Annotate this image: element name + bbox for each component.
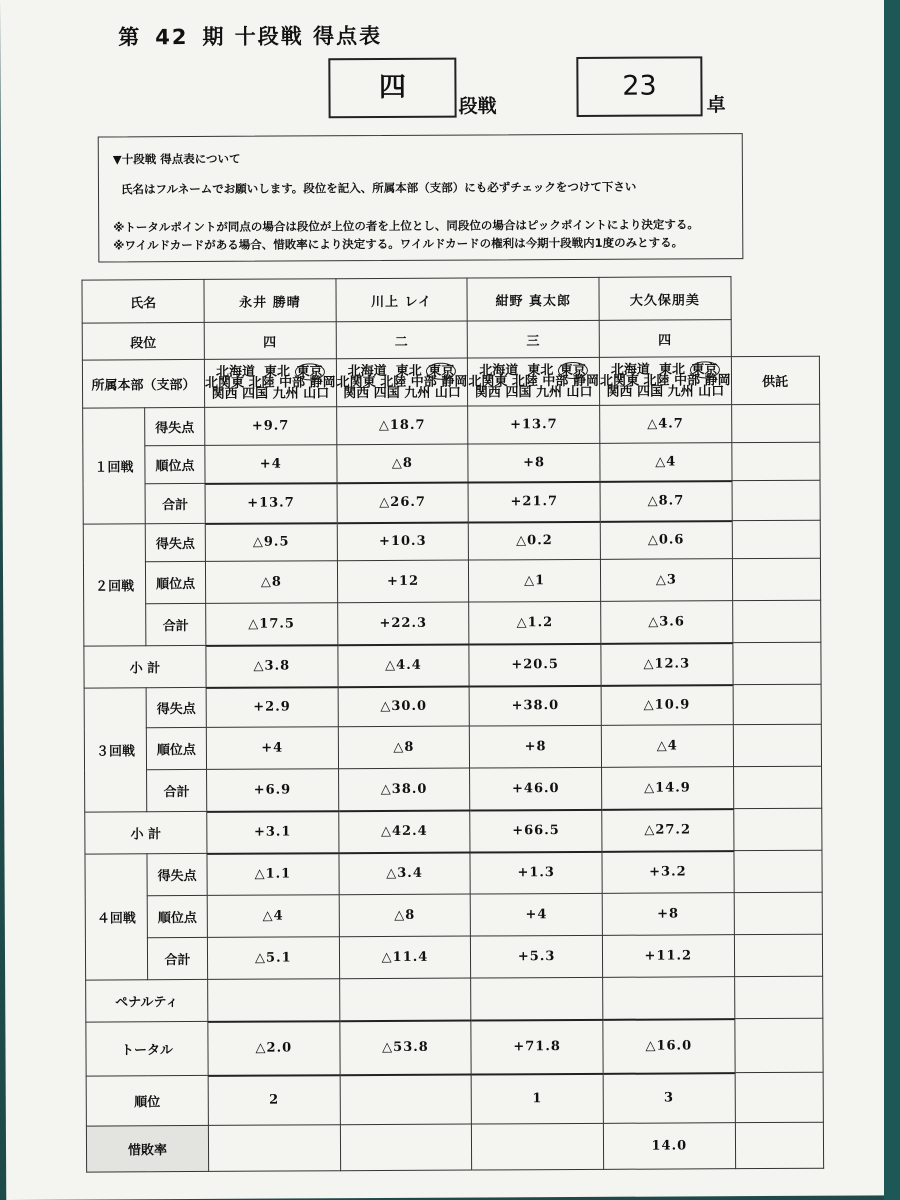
p4-penalty — [603, 977, 735, 1020]
p2-r4-score: △3.4 — [339, 852, 471, 895]
p2-subtotal-3: △42.4 — [338, 810, 470, 853]
p1-grand-total: △2.0 — [208, 1021, 340, 1076]
round2-place-row — [83, 558, 820, 604]
player-3-branch-checklist — [468, 357, 600, 406]
p1-r1-total: +13.7 — [205, 483, 337, 524]
grand-total-row — [86, 1018, 823, 1076]
rank-label: 段位 — [82, 322, 204, 360]
round1-total-row — [83, 480, 820, 524]
branch-option-selected: 東京 — [295, 363, 325, 380]
player-3-name: 紺野 真太郎 — [467, 277, 599, 321]
branch-option: 中部 — [674, 373, 701, 389]
deposit-cell — [733, 684, 821, 724]
deposit-cell — [734, 850, 822, 892]
round2-score-row — [83, 520, 820, 562]
rank-row — [82, 319, 819, 360]
p1-r1-score: +9.7 — [205, 407, 337, 446]
p4-r1-total: △8.7 — [600, 481, 732, 522]
branch-option: 北関東 — [468, 374, 508, 390]
player-3-rank: 三 — [467, 320, 599, 358]
player-2-rank: 二 — [336, 321, 468, 359]
p2-sekihai — [340, 1124, 472, 1171]
deposit-cell — [731, 442, 819, 480]
branch-option: 関西 — [343, 386, 370, 402]
branch-option: 北関東 — [599, 373, 640, 389]
p3-subtotal-2: +20.5 — [469, 643, 601, 686]
placement-label: 順位点 — [146, 727, 206, 769]
branch-option: 関西 — [474, 385, 501, 401]
p3-sekihai — [472, 1123, 604, 1170]
branch-row — [82, 356, 819, 408]
p3-position: 1 — [471, 1073, 603, 1124]
sheet-title — [118, 20, 382, 51]
branch-option: 静岡 — [441, 374, 468, 390]
notice-heading: ▼十段戦 得点表について — [112, 151, 241, 167]
name-row — [82, 276, 819, 323]
branch-option: 中部 — [410, 374, 437, 390]
branch-option: 九州 — [404, 385, 431, 401]
branch-option: 北関東 — [336, 375, 376, 391]
player-2-name: 川上 レイ — [336, 278, 468, 322]
deposit-cell — [732, 558, 820, 600]
p1-r3-total: +6.9 — [207, 769, 339, 812]
p1-r2-place: △8 — [205, 561, 337, 604]
branch-option: 山口 — [566, 384, 593, 401]
total-label: 合計 — [147, 937, 207, 979]
notice-line-1: 氏名はフルネームでお願いします。段位を記入、所属本部（支部）にも必ずチェックをつけて下さい — [120, 179, 637, 197]
p1-r1-place: +4 — [205, 445, 337, 484]
branch-option: 東北 — [658, 362, 686, 378]
dan-value-box: 四 — [328, 58, 456, 119]
p3-r1-place: +8 — [468, 443, 600, 482]
branch-option: 山口 — [698, 384, 725, 400]
round3-total-row — [85, 766, 822, 812]
deposit-cell — [731, 404, 819, 442]
deposit-cell — [732, 520, 820, 558]
penalty-label: ペナルティ — [86, 979, 208, 1022]
subtotal-3-row — [85, 808, 822, 854]
p1-r3-place: +4 — [206, 727, 338, 770]
p2-r3-score: △30.0 — [338, 686, 470, 727]
branch-option: 北海道 — [479, 363, 519, 379]
player-2-branch-checklist — [336, 358, 468, 407]
player-4-rank: 四 — [599, 320, 731, 358]
subtotal-label: 小 計 — [85, 811, 207, 854]
score-label: 得失点 — [146, 687, 206, 727]
placement-label: 順位点 — [147, 895, 207, 937]
p3-r2-place: △1 — [469, 559, 601, 602]
p4-r4-place: +8 — [602, 893, 734, 936]
total-label: 合計 — [146, 603, 206, 645]
round1-score-row — [83, 404, 820, 446]
p3-r4-place: +4 — [471, 893, 603, 936]
deposit-cell — [733, 808, 821, 850]
branch-option: 北陸 — [643, 373, 670, 389]
p2-grand-total: △53.8 — [340, 1020, 472, 1075]
penalty-row — [86, 976, 823, 1022]
p4-grand-total: △16.0 — [603, 1019, 735, 1074]
p1-r4-total: △5.1 — [207, 937, 339, 980]
table-number-box: 23 — [576, 56, 702, 117]
deposit-cell — [733, 724, 821, 766]
p4-subtotal-2: △12.3 — [601, 643, 733, 686]
branch-option: 静岡 — [704, 373, 731, 389]
p4-r2-score: △0.6 — [600, 521, 732, 560]
p1-sekihai — [208, 1125, 340, 1172]
total-label: 合計 — [147, 769, 207, 811]
table-label: 卓 — [706, 94, 726, 117]
branch-option: 山口 — [303, 386, 330, 402]
branch-option-selected: 東京 — [558, 362, 588, 379]
p1-r2-total: △17.5 — [206, 603, 338, 646]
p4-r3-place: △4 — [601, 725, 733, 768]
player-4-branch-checklist — [599, 357, 731, 406]
branch-option: 九州 — [667, 384, 694, 400]
p1-subtotal-3: +3.1 — [207, 811, 339, 854]
p2-r4-total: △11.4 — [339, 936, 471, 979]
p1-subtotal-2: △3.8 — [206, 645, 338, 688]
p3-r4-total: +5.3 — [471, 935, 603, 978]
sekihai-label: 惜敗率 — [86, 1125, 208, 1172]
branch-option: 静岡 — [572, 373, 600, 390]
branch-option: 四国 — [373, 385, 400, 402]
p2-r2-score: +10.3 — [337, 522, 469, 561]
dan-label: 段戦 — [458, 95, 497, 118]
branch-option: 四国 — [242, 386, 269, 402]
deposit-cell — [732, 600, 820, 642]
round3-label: ３回戦 — [84, 688, 147, 812]
round4-label: ４回戦 — [85, 854, 148, 980]
position-row — [86, 1072, 823, 1126]
placement-label: 順位点 — [145, 561, 205, 603]
p2-r3-total: △38.0 — [338, 768, 470, 811]
branch-option: 四国 — [637, 384, 664, 400]
branch-option: 北陸 — [248, 375, 275, 391]
p4-r4-total: +11.2 — [602, 935, 734, 978]
deposit-cell — [733, 766, 821, 808]
branch-option: 中部 — [542, 374, 569, 390]
p4-r3-total: △14.9 — [601, 767, 733, 810]
position-label: 順位 — [86, 1075, 208, 1126]
deposit-cell — [735, 1122, 823, 1168]
deposit-label: 供託 — [731, 356, 819, 404]
player-1-name: 永井 勝晴 — [204, 279, 336, 323]
p3-r3-score: +38.0 — [469, 685, 601, 726]
p2-r4-place: △8 — [339, 894, 471, 937]
deposit-cell — [735, 1072, 823, 1122]
p4-r2-place: △3 — [600, 559, 732, 602]
p2-r1-score: △18.7 — [336, 406, 468, 445]
round1-place-row — [83, 442, 820, 484]
p4-r1-score: △4.7 — [600, 405, 732, 444]
branch-option: 北陸 — [511, 374, 538, 390]
p4-subtotal-3: △27.2 — [602, 809, 734, 852]
p4-r2-total: △3.6 — [601, 601, 733, 644]
subtotal-2-row — [84, 642, 821, 688]
round4-place-row — [85, 892, 822, 938]
p1-r4-score: △1.1 — [207, 853, 339, 896]
p2-r3-place: △8 — [338, 726, 470, 769]
branch-option: 北海道 — [215, 364, 256, 380]
player-1-rank: 四 — [204, 322, 336, 360]
branch-option-selected: 東京 — [426, 363, 456, 380]
branch-label: 所属本部（支部） — [82, 359, 204, 408]
p3-r1-total: +21.7 — [468, 481, 600, 522]
round3-place-row — [84, 724, 821, 770]
total-label: 合計 — [145, 483, 205, 523]
p2-position — [340, 1074, 472, 1125]
title-term: 42 — [155, 25, 189, 50]
branch-option: 九州 — [272, 386, 299, 402]
p3-subtotal-3: +66.5 — [470, 809, 602, 852]
deposit-cell — [734, 934, 822, 976]
branch-option-selected: 東京 — [689, 361, 719, 378]
branch-option: 北海道 — [347, 363, 387, 380]
p3-penalty — [471, 977, 603, 1020]
background-strip — [884, 0, 900, 1200]
branch-option: 中部 — [279, 375, 306, 391]
p1-position: 2 — [208, 1075, 340, 1126]
deposit-cell — [733, 642, 821, 684]
player-1-branch-checklist — [204, 359, 336, 408]
p1-r3-score: +2.9 — [206, 687, 338, 728]
notice-box — [98, 133, 744, 262]
branch-option: 北関東 — [204, 375, 245, 391]
branch-option: 北海道 — [610, 362, 650, 378]
p1-r2-score: △9.5 — [205, 523, 337, 562]
p3-r2-score: △0.2 — [469, 521, 601, 560]
p3-r4-score: +1.3 — [470, 851, 602, 894]
branch-option: 東北 — [395, 363, 422, 379]
p2-r1-place: △8 — [336, 444, 468, 483]
p4-r4-score: +3.2 — [602, 851, 734, 894]
placement-label: 順位点 — [145, 445, 205, 483]
title-prefix: 第 — [118, 25, 142, 50]
name-label: 氏名 — [82, 279, 204, 323]
round2-label: ２回戦 — [83, 524, 146, 646]
branch-option: 北陸 — [380, 374, 407, 391]
branch-option: 四国 — [505, 385, 532, 401]
branch-option: 東北 — [263, 364, 291, 380]
p3-r2-total: △1.2 — [469, 601, 601, 644]
grand-total-label: トータル — [86, 1021, 208, 1076]
p2-penalty — [339, 978, 471, 1021]
subtotal-label: 小 計 — [84, 645, 206, 688]
p3-r3-total: +46.0 — [470, 767, 602, 810]
score-label: 得失点 — [145, 407, 205, 445]
p2-r1-total: △26.7 — [337, 482, 469, 523]
p4-position: 3 — [603, 1073, 735, 1124]
p2-r2-place: +12 — [337, 560, 469, 603]
round2-total-row — [84, 600, 821, 646]
deposit-cell — [734, 1018, 822, 1072]
deposit-cell — [734, 892, 822, 934]
round1-label: １回戦 — [83, 408, 146, 524]
p3-r1-score: +13.7 — [468, 405, 600, 444]
p1-penalty — [208, 979, 340, 1022]
p4-r1-place: △4 — [600, 443, 732, 482]
branch-option: 関西 — [211, 386, 238, 402]
branch-option: 関西 — [606, 384, 633, 400]
score-label: 得失点 — [147, 853, 207, 895]
player-4-name: 大久保朋美 — [599, 277, 731, 321]
score-label: 得失点 — [145, 523, 205, 561]
deposit-cell — [734, 976, 822, 1018]
p4-r3-score: △10.9 — [601, 685, 733, 726]
deposit-cell — [732, 480, 820, 520]
branch-option: 静岡 — [309, 375, 336, 391]
branch-option: 九州 — [535, 385, 563, 401]
title-suffix: 期 十段戦 得点表 — [202, 24, 383, 49]
notice-line-2: ※トータルポイントが同点の場合は段位が上位の者を上位とし、同段位の場合はピックポイントにより決定する。 — [113, 217, 699, 235]
p2-subtotal-2: △4.4 — [338, 644, 470, 687]
round3-score-row — [84, 684, 821, 728]
p1-r4-place: △4 — [207, 895, 339, 938]
sekihai-row — [86, 1122, 823, 1172]
branch-option: 東北 — [527, 363, 554, 379]
notice-line-3: ※ワイルドカードがある場合、惜敗率により決定する。ワイルドカードの権利は今期十段戦内1度のみとする。 — [113, 235, 684, 253]
round4-total-row — [85, 934, 822, 980]
p3-grand-total: +71.8 — [471, 1019, 603, 1074]
score-table — [81, 276, 823, 1173]
p3-r3-place: +8 — [470, 725, 602, 768]
branch-option: 山口 — [434, 385, 461, 401]
p4-sekihai: 14.0 — [603, 1123, 735, 1170]
round4-score-row — [85, 850, 822, 896]
p2-r2-total: +22.3 — [337, 602, 469, 645]
